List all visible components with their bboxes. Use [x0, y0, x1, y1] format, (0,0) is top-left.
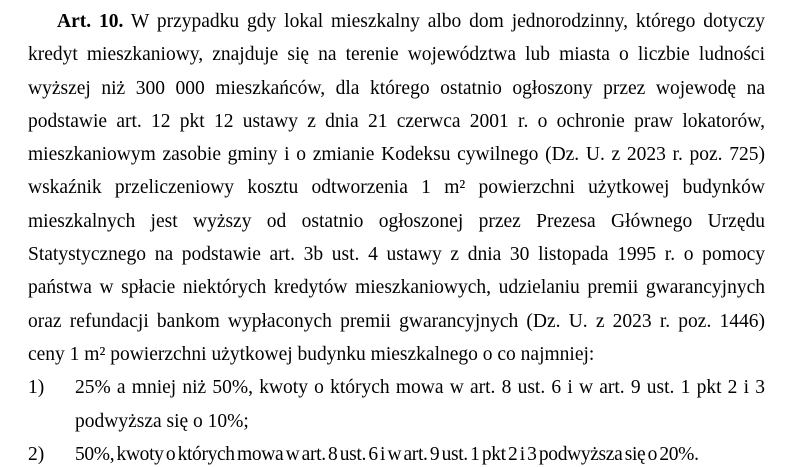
numbered-list [28, 371, 765, 467]
list-item [28, 438, 765, 467]
list-item-number: 2) [28, 443, 45, 465]
article-body-text: W przypadku gdy lokal mieszkalny albo dom jednorodzinny, którego dotyczy kredyt mieszkaniowy, znajduje się na terenie województwa lub miasta o liczbie ludności wyższej niż 300 000 mieszkańców, dla którego ostatnio ogłoszony przez wojewodę na podstawie art. 12 pkt 12 ustawy z dnia 21 czerwca 2001 r. o ochronie praw lokatorów, mieszkaniowym zasobie gminy i o zmianie Kodeksu cywilnego (Dz. U. z 2023 r. poz. 725) wskaźnik przeliczeniowy kosztu odtworzenia 1 m² powierzchni użytkowej budynków mieszkalnych jest wyższy od ostatnio ogłoszonej przez Prezesa Głównego Urzędu Statystycznego na podstawie art. 3b ust. 4 ustawy z dnia 30 listopada 1995 r. o pomocy państwa w spłacie niektórych kredytów mieszkaniowych, udzielaniu premii gwarancyjnych oraz refundacji bankom wypłaconych premii gwarancyjnych (Dz. U. z 2023 r. poz. 1446) ceny 1 m² powierzchni użytkowej budynku mieszkalnego o co najmniej: [28, 11, 766, 365]
list-item-text: 50%, kwoty o których mowa w art. 8 ust. 6 i w art. 9 ust. 1 pkt 2 i 3 podwyższa się o 20%. [75, 443, 699, 465]
article-label: Art. 10. [57, 11, 124, 32]
list-item-number: 1) [28, 377, 45, 399]
list-item-text: 25% a mniej niż 50%, kwoty o których mowa w art. 8 ust. 6 i w art. 9 ust. 1 pkt 2 i 3 podwyższa się o 10%; [75, 377, 765, 432]
list-item [28, 371, 765, 438]
article-paragraph [28, 5, 765, 371]
